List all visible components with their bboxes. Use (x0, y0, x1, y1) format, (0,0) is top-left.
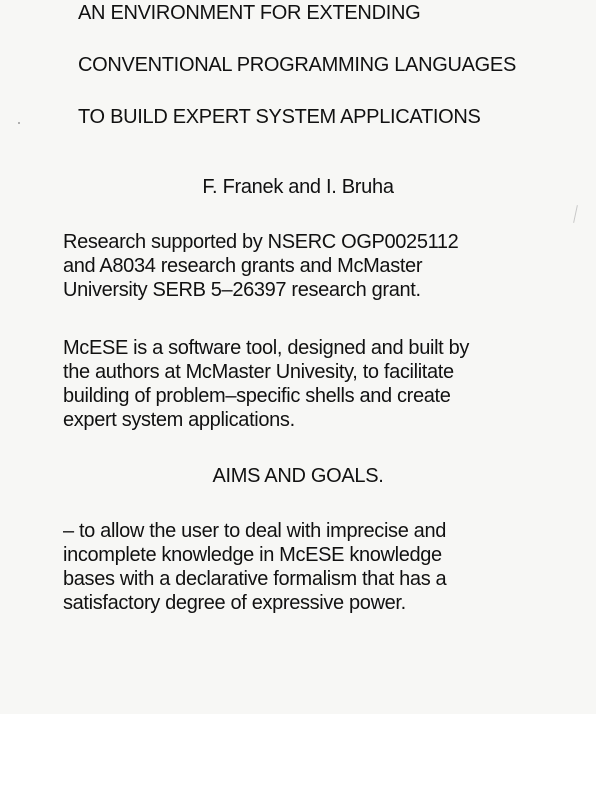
aims-line-3: bases with a declarative formalism that has a (63, 568, 447, 590)
title-line-3: TO BUILD EXPERT SYSTEM APPLICATIONS (78, 106, 481, 128)
title-line-1: AN ENVIRONMENT FOR EXTENDING (78, 2, 421, 24)
scan-mark (573, 205, 578, 223)
aims-line-4: satisfactory degree of expressive power. (63, 592, 406, 614)
aims-heading: AIMS AND GOALS. (212, 465, 384, 487)
support-line-3: University SERB 5–26397 research grant. (63, 279, 421, 301)
aims-paragraph (63, 519, 543, 615)
description-line-1: McESE is a software tool, designed and built by (63, 337, 470, 359)
description-line-4: expert system applications. (63, 409, 295, 431)
aims-line-1: – to allow the user to deal with imprecise and (63, 520, 447, 542)
description-line-3: building of problem–specific shells and create (63, 385, 451, 407)
authors: F. Franek and I. Bruha (202, 176, 394, 198)
description-line-2: the authors at McMaster Univesity, to facilitate (63, 361, 454, 383)
support-line-1: Research supported by NSERC OGP0025112 (63, 231, 459, 253)
aims-line-2: incomplete knowledge in McESE knowledge (63, 544, 442, 566)
description-paragraph (63, 336, 543, 432)
scan-speck (18, 122, 20, 124)
title-line-2: CONVENTIONAL PROGRAMMING LANGUAGES (78, 54, 517, 76)
support-paragraph (63, 230, 543, 302)
support-line-2: and A8034 research grants and McMaster (63, 255, 423, 277)
